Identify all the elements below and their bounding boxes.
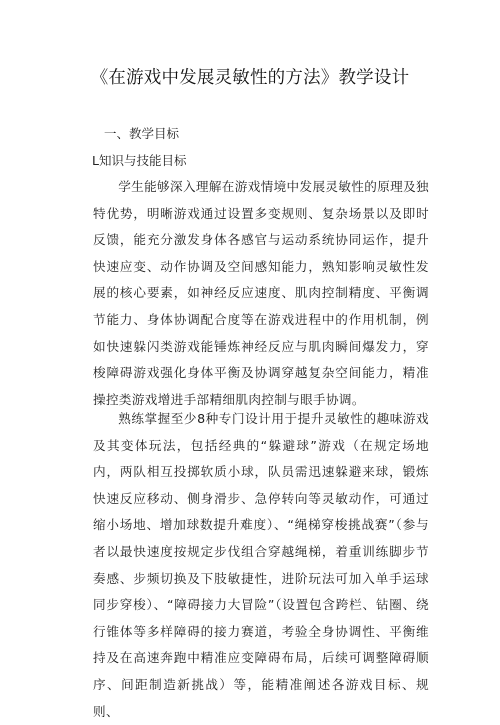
body-paragraph: 学生能够深入理解在游戏情境中发展灵敏性的原理及独特优势，明晰游戏通过设置多变规则、复杂场景以及即时反馈，能充分激发身体各感官与运动系统协同运作，提升快速应变、动作协调及空间感知能力，熟知影响灵敏性发展的核心要素，如神经反应速度、肌肉控制精度、平衡调节能力、身体协调配合度等在游戏进程中的作用机制，例如快速躲闪类游戏能锤炼神经反应与肌肉瞬间爆发力，穿梭障碍游戏强化身体平衡及协调穿越复杂空间能力，精准操控类游戏增进手部精细肌肉控制与眼手协调。 — [93, 179, 429, 407]
section-heading: 一、教学目标 — [104, 126, 180, 141]
body-paragraph: 熟练掌握至少8种专门设计用于提升灵敏性的趣味游戏及其变体玩法，包括经典的“躲避球”游戏（在规定场地内，两队相互投掷软质小球，队员需迅速躲避来球，锻炼快速反应移动、侧身滑步、急停转向等灵敏动作，可通过缩小场地、增加球数提升难度）、“绳梯穿梭挑战赛”（参与者以最快速度按规定步伐组合穿越绳梯，着重训练脚步节奏感、步频切换及下肢敏捷性，进阶玩法可加入单手运球同步穿梭）、“障碍接力大冒险”（设置包含跨栏、钻圈、绕行锥体等多样障碍的接力赛道，考验全身协调性、平衡维持及在高速奔跑中精准应变障碍布局，后续可调整障碍顺序、间距制造新挑战）等，能精准阐述各游戏目标、规则、 — [93, 411, 429, 719]
document-title: 《在游戏中发展灵敏性的方法》教学设计 — [90, 68, 410, 88]
subsection-heading: L知识与技能目标 — [92, 153, 187, 168]
